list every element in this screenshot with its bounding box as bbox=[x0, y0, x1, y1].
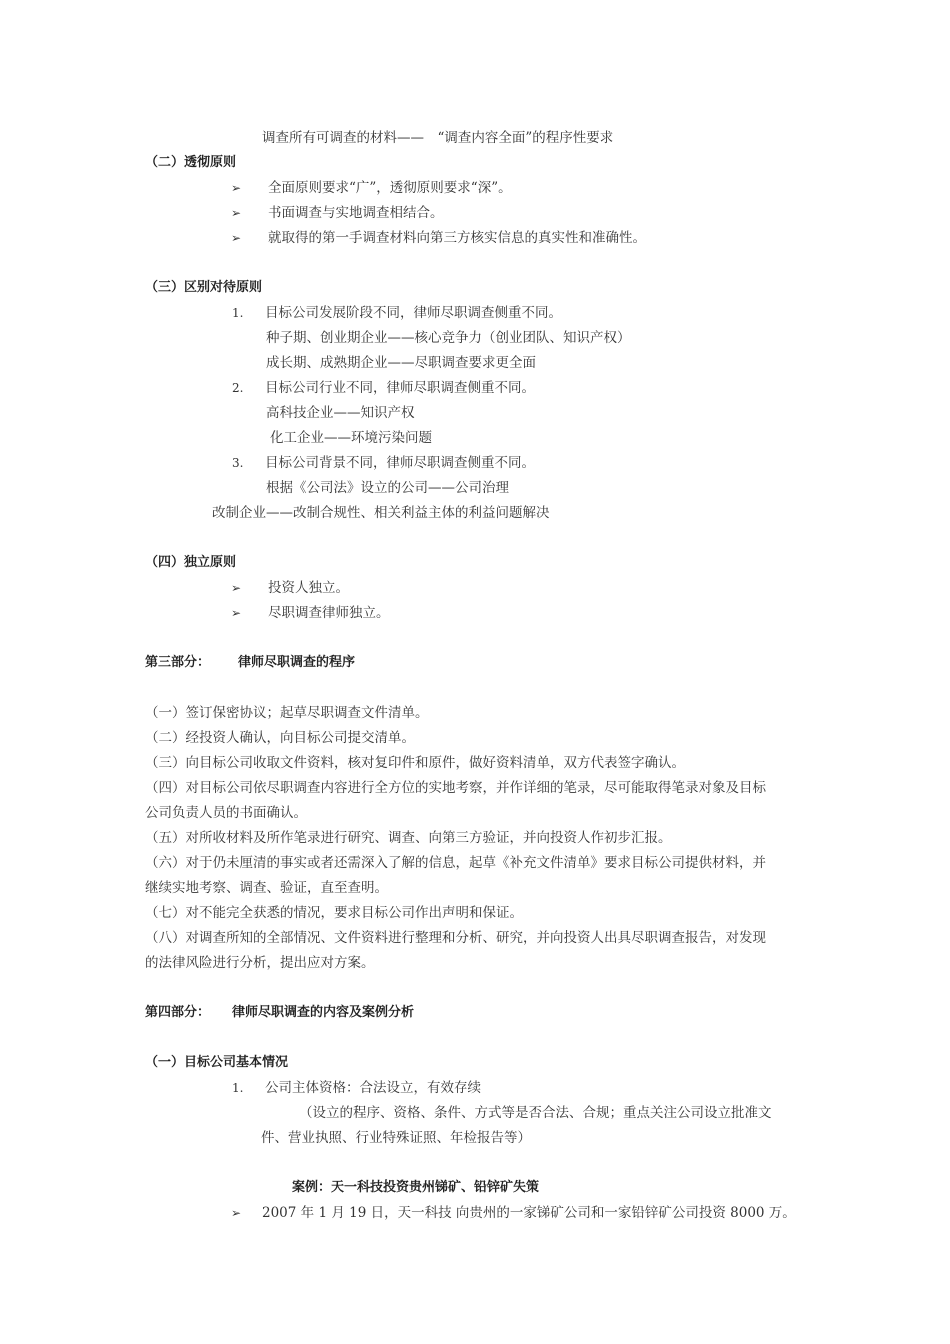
procedure-item: （六）对于仍未厘清的事实或者还需深入了解的信息，起草《补充文件清单》要求目标公司提供材料，并 bbox=[145, 855, 766, 871]
bullet-item: 投资人独立。 bbox=[268, 580, 349, 596]
list-subitem: 高科技企业——知识产权 bbox=[266, 405, 415, 421]
procedure-item: （五）对所收材料及所作笔录进行研究、调查、向第三方验证，并向投资人作初步汇报。 bbox=[145, 830, 672, 846]
case-bullet: 2007 年 1 月 19 日，天一科技 向贵州的一家锑矿公司和一家铅锌矿公司投资 8000 万。 bbox=[262, 1205, 796, 1221]
list-item: 目标公司行业不同，律师尽职调查侧重不同。 bbox=[265, 380, 535, 396]
list-number: 1. bbox=[232, 1081, 244, 1095]
list-number: 2. bbox=[232, 381, 244, 395]
bullet-arrow-icon: ➢ bbox=[231, 1206, 242, 1220]
case-title: 案例：天一科技投资贵州锑矿、铅锌矿失策 bbox=[292, 1180, 540, 1195]
part3-title: 律师尽职调查的程序 bbox=[238, 655, 356, 670]
list-subitem: 改制企业——改制合规性、相关利益主体的利益问题解决 bbox=[212, 505, 550, 521]
part4-heading bbox=[145, 1004, 414, 1022]
bullet-arrow-icon: ➢ bbox=[231, 231, 242, 245]
bullet-item: 就取得的第一手调查材料向第三方核实信息的真实性和准确性。 bbox=[268, 230, 646, 246]
procedure-item: （七）对不能完全获悉的情况，要求目标公司作出声明和保证。 bbox=[145, 905, 523, 921]
list-subitem: 化工企业——环境污染问题 bbox=[270, 430, 432, 446]
heading-thorough-principle: （二）透彻原则 bbox=[145, 155, 237, 170]
heading-independence-principle: （四）独立原则 bbox=[145, 555, 237, 570]
bullet-item: 书面调查与实地调查相结合。 bbox=[268, 205, 444, 221]
part3-heading bbox=[145, 654, 355, 672]
list-item: 目标公司背景不同，律师尽职调查侧重不同。 bbox=[265, 455, 535, 471]
procedure-item-cont: 的法律风险进行分析，提出应对方案。 bbox=[145, 955, 375, 971]
procedure-item-cont: 继续实地考察、调查、验证，直至查明。 bbox=[145, 880, 388, 896]
list-subitem: 种子期、创业期企业——核心竞争力（创业团队、知识产权） bbox=[266, 330, 631, 346]
list-item: 公司主体资格：合法设立，有效存续 bbox=[265, 1080, 481, 1096]
list-subitem: （设立的程序、资格、条件、方式等是否合法、合规；重点关注公司设立批准文 bbox=[299, 1105, 772, 1121]
procedure-item: （三）向目标公司收取文件资料，核对复印件和原件，做好资料清单，双方代表签字确认。 bbox=[145, 755, 685, 771]
list-number: 3. bbox=[232, 456, 244, 470]
list-subitem-cont: 件、营业执照、行业特殊证照、年检报告等） bbox=[261, 1130, 531, 1146]
bullet-arrow-icon: ➢ bbox=[231, 606, 242, 620]
part4-label: 第四部分： bbox=[145, 1005, 211, 1020]
list-number: 1. bbox=[232, 306, 244, 320]
heading-differentiated-principle: （三）区别对待原则 bbox=[145, 280, 263, 295]
procedure-item: （二）经投资人确认，向目标公司提交清单。 bbox=[145, 730, 415, 746]
intro-line: 调查所有可调查的材料—— “调查内容全面”的程序性要求 bbox=[262, 130, 614, 146]
part4-title: 律师尽职调查的内容及案例分析 bbox=[232, 1005, 415, 1020]
list-item: 目标公司发展阶段不同，律师尽职调查侧重不同。 bbox=[265, 305, 562, 321]
procedure-item: （四）对目标公司依尽职调查内容进行全方位的实地考察，并作详细的笔录，尽可能取得笔录对象及目标 bbox=[145, 780, 766, 796]
bullet-arrow-icon: ➢ bbox=[231, 181, 242, 195]
part3-label: 第三部分： bbox=[145, 655, 211, 670]
bullet-item: 全面原则要求“广”，透彻原则要求“深”。 bbox=[268, 180, 512, 196]
bullet-arrow-icon: ➢ bbox=[231, 206, 242, 220]
procedure-item: （八）对调查所知的全部情况、文件资料进行整理和分析、研究，并向投资人出具尽职调查报告，对发现 bbox=[145, 930, 766, 946]
bullet-item: 尽职调查律师独立。 bbox=[268, 605, 390, 621]
bullet-arrow-icon: ➢ bbox=[231, 581, 242, 595]
heading-company-basics: （一）目标公司基本情况 bbox=[145, 1055, 289, 1070]
procedure-item-cont: 公司负责人员的书面确认。 bbox=[145, 805, 307, 821]
procedure-item: （一）签订保密协议；起草尽职调查文件清单。 bbox=[145, 705, 429, 721]
list-subitem: 根据《公司法》设立的公司——公司治理 bbox=[266, 480, 509, 496]
list-subitem: 成长期、成熟期企业——尽职调查要求更全面 bbox=[266, 355, 536, 371]
